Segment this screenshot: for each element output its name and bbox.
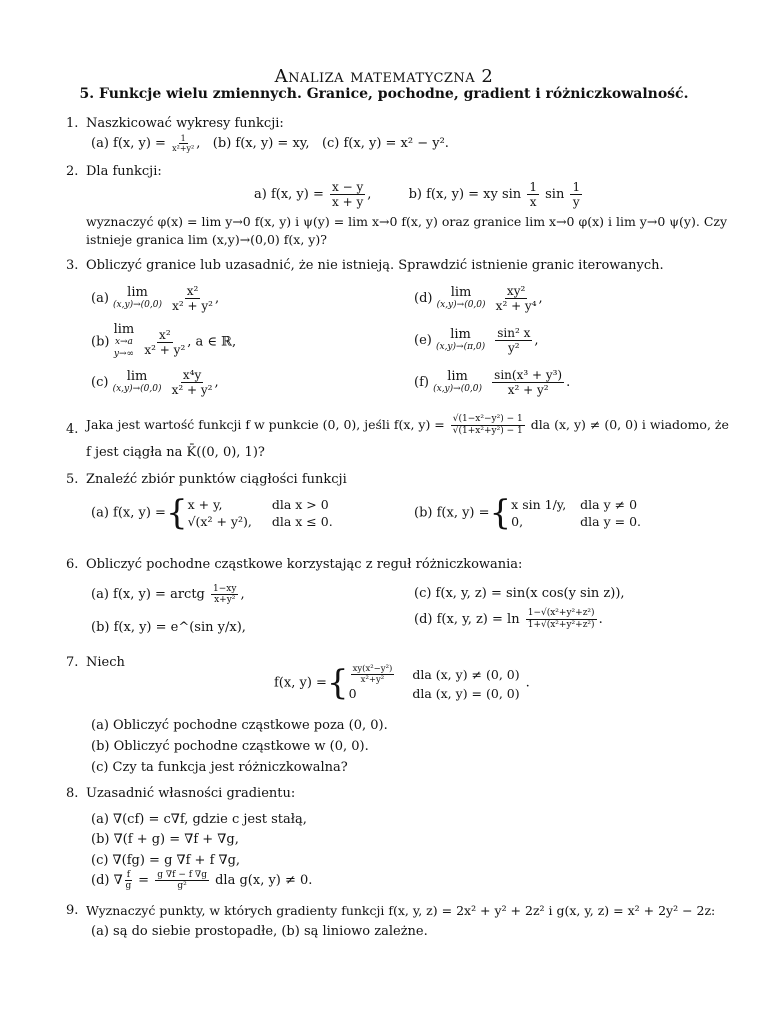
problem-2-line-1: wyznaczyć φ(x) = lim y→0 f(x, y) i ψ(y) = lim x→0 f(x, y) oraz granice lim x→0 φ(x) i lim y→0 ψ(y). Czy	[86, 214, 728, 229]
problem-4-number: 4.	[66, 422, 79, 437]
problem-7-number: 7.	[66, 655, 79, 670]
problem-3d: (d) lim (x,y)→(0,0) $\frac{\text{xy²}}{\text{x² + y⁴}}$ ,	[414, 284, 543, 313]
problem-4-line-1: Jaka jest wartość funkcji f w punkcie (0, 0), jeśli f(x, y) = $\frac{\text{√(1−x²−y²) − 1}}{\text{√(1+x²+y²) − 1}}$ dla (x, y) ≠ (0, 0) i wiadomo, że	[86, 414, 729, 436]
problem-1-items: (a) f(x, y) = $\frac{1}{\text{x²+y²}}$ , (b) f(x, y) = xy, (c) f(x, y) = x² − y².	[91, 134, 449, 153]
problem-3b: (b) lim x→a y→∞ $\frac{\text{x²}}{\text{x² + y²}}$ , a ∈ ℝ,	[91, 322, 237, 359]
problem-6-text: Obliczyć pochodne cząstkowe korzystając z reguł różniczkowania:	[86, 557, 523, 572]
problem-2-functions: a) f(x, y) = $\frac{x - y}{x + y}$ , b) f(x, y) = xy sin $\frac{1}{x}$ sin $\frac{1}{y}$	[254, 180, 581, 209]
problem-3c: (c) lim (x,y)→(0,0) $\frac{\text{x⁴y}}{\text{x² + y²}}$ ,	[91, 368, 219, 397]
problem-9-text: Wyznaczyć punkty, w których gradienty funkcji f(x, y, z) = 2x² + y² + 2z² i g(x, y, z) = x² + 2y² − 2z:	[86, 903, 716, 918]
problem-5-text: Znaleźć zbiór punktów ciągłości funkcji	[86, 472, 347, 487]
problem-4-line-2: f jest ciągła na K̄((0, 0), 1)?	[86, 445, 265, 460]
problem-1b: (b) f(x, y) = xy,	[212, 136, 310, 151]
problem-5b: (b) f(x, y) ={ x sin 1/y, dla y ≠ 0 0, dla y = 0.	[414, 493, 642, 533]
problem-6-number: 6.	[66, 557, 79, 572]
problem-9-parts: (a) są do siebie prostopadłe, (b) są liniowo zależne.	[91, 924, 428, 939]
problem-9-number: 9.	[66, 903, 79, 918]
problem-3e: (e) lim (x,y)→(π,0) $\frac{\text{sin² x}}{\text{y²}}$ ,	[414, 326, 539, 355]
problem-1a-fraction: $\frac{1}{\text{x²+y²}}$	[172, 134, 195, 153]
problem-8-number: 8.	[66, 786, 79, 801]
problem-8-text: Uzasadnić własności gradientu:	[86, 786, 296, 801]
problem-3f: (f) lim (x,y)→(0,0) $\frac{\text{sin(x³ + y³)}}{\text{x² + y²}}$ .	[414, 368, 571, 397]
problem-1c: (c) f(x, y) = x² − y².	[321, 136, 449, 151]
problem-7b: (b) Obliczyć pochodne cząstkowe w (0, 0).	[91, 739, 369, 754]
problem-1-text: Naszkicować wykresy funkcji:	[86, 116, 284, 131]
problem-8c: (c) ∇(fg) = g ∇f + f ∇g,	[91, 853, 241, 868]
problem-1a-prefix: (a) f(x, y) =	[91, 136, 166, 151]
problem-6b: (b) f(x, y) = e^(sin y/x),	[91, 620, 246, 635]
problem-3-number: 3.	[66, 258, 79, 273]
problem-8d: (d) ∇ $\frac{f}{g}$ = $\frac{g \nabla f - f \nabla g}{\text{g²}}$ dla g(x, y) ≠ 0.	[91, 870, 313, 891]
problem-8a: (a) ∇(cf) = c∇f, gdzie c jest stałą,	[91, 812, 307, 827]
problem-6a: (a) f(x, y) = arctg $\frac{1-xy}{\text{x+y²}}$ ,	[91, 584, 245, 605]
problem-1-number: 1.	[66, 116, 79, 131]
problem-7-text: Niech	[86, 655, 125, 670]
document-subtitle: 5. Funkcje wielu zmiennych. Granice, pochodne, gradient i różniczkowalność.	[79, 86, 689, 102]
document-title: Analiza matematyczna 2	[274, 66, 494, 87]
problem-7-function: f(x, y) ={ $\frac{\text{xy(x²−y²)}}{\text{x²+y²}}$ dla (x, y) ≠ (0, 0) 0 dla (x, y) = (0, 0) .	[274, 663, 530, 703]
problem-2-line-2: istnieje granica lim (x,y)→(0,0) f(x, y)?	[86, 232, 327, 247]
problem-5a: (a) f(x, y) ={ x + y, dla x > 0 √(x² + y²), dla x ≤ 0.	[91, 493, 333, 533]
problem-2-number: 2.	[66, 164, 79, 179]
problem-7c: (c) Czy ta funkcja jest różniczkowalna?	[91, 760, 348, 775]
problem-3-text: Obliczyć granice lub uzasadnić, że nie istnieją. Sprawdzić istnienie granic iterowanych.	[86, 258, 664, 273]
problem-6d: (d) f(x, y, z) = ln $\frac{\text{1−√(x²+y²+z²)}}{\text{1+√(x²+y²+z²)}}$ .	[414, 608, 603, 630]
problem-2-text: Dla funkcji:	[86, 164, 162, 179]
problem-5-number: 5.	[66, 472, 79, 487]
problem-6c: (c) f(x, y, z) = sin(x cos(y sin z)),	[414, 586, 625, 601]
problem-7a: (a) Obliczyć pochodne cząstkowe poza (0, 0).	[91, 718, 388, 733]
problem-8b: (b) ∇(f + g) = ∇f + ∇g,	[91, 832, 239, 847]
problem-3a: (a) lim (x,y)→(0,0) $\frac{\text{x²}}{\text{x² + y²}}$ ,	[91, 284, 220, 313]
